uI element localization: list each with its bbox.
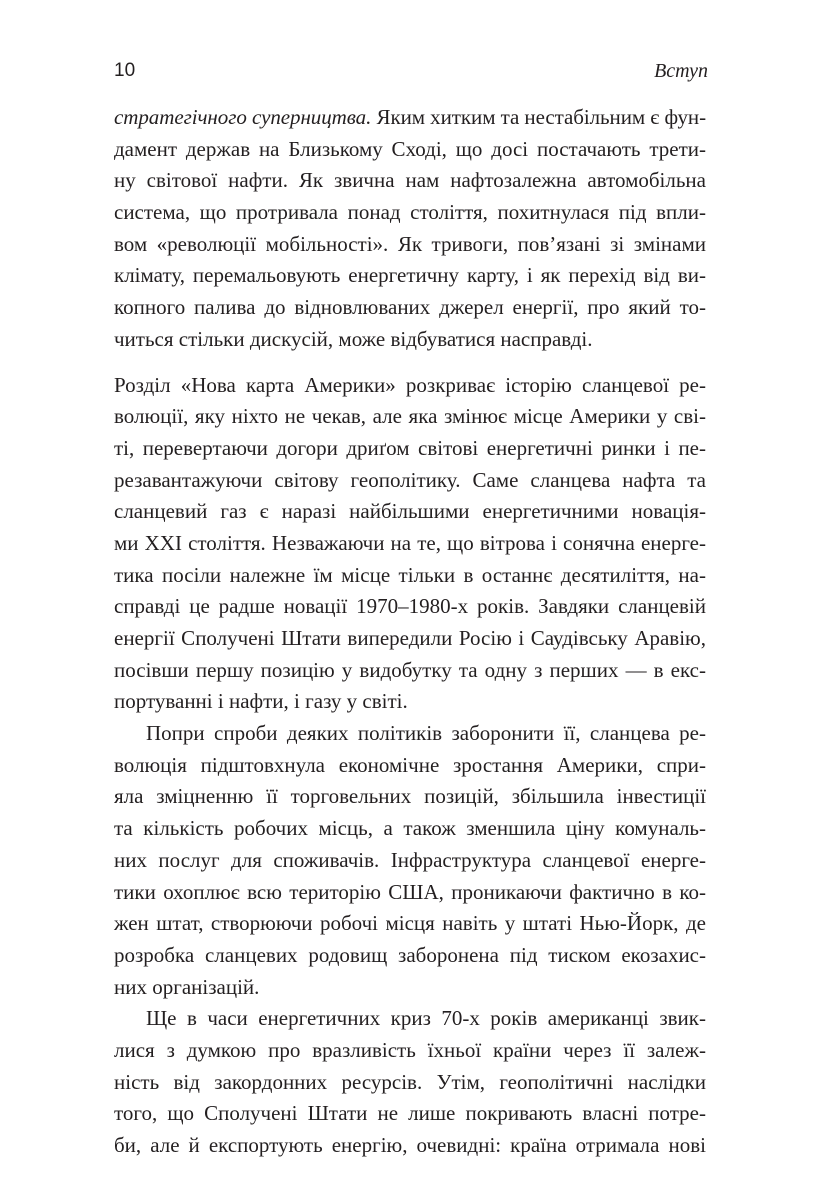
text-line: того, що Сполучені Штати не лише покривають власні потре- [114,1101,706,1126]
text-line: посівши першу позицію у видобутку та одну з перших — в екс- [114,657,706,682]
running-head: Вступ [654,60,708,82]
text-line: система, що протривала понад століття, похитнулася під впли- [114,200,706,225]
text-line: копного палива до відновлюваних джерел енергії, про який то- [114,295,706,320]
text-line: тики охоплює всю територію США, проникаючи фактично в ко- [114,879,706,904]
text-line: би, але й експортують енергію, очевидні: країна отримала нові [114,1133,706,1157]
text-line: справді це радше новації 1970–1980-х років. Завдяки сланцевій [114,594,706,619]
text-line: резавантажуючи світову геополітику. Саме сланцева нафта та [114,467,706,492]
paragraph [114,1003,706,1161]
text-line: волюція підштовхнула економічне зростання Америки, спри- [114,752,706,777]
paragraph [114,102,706,356]
text-line: ну світової нафти. Як звична нам нафтозалежна автомобільна [114,168,706,193]
italic-phrase: стратегічного суперництва. [114,105,372,129]
text-line: жен штат, створюючи робочі місця навіть у штаті Нью-Йорк, де [114,911,706,936]
text-line: Ще в часи енергетичних криз 70-х років американці звик- [146,1006,706,1031]
text-line: Попри спроби деяких політиків заборонити її, сланцева ре- [146,721,706,746]
text-line: тика посіли належне їм місце тільки в останнє десятиліття, на- [114,562,706,587]
text-line: розробка сланцевих родовищ заборонена під тиском екозахис- [114,942,706,967]
text-run: Яким хитким та нестабільним є фун- [371,105,706,129]
text-line: них послуг для споживачів. Інфраструктура сланцевої енерге- [114,847,706,872]
paragraph [114,370,706,719]
text-line: ність від закордонних ресурсів. Утім, геополітичні наслідки [114,1069,706,1094]
text-line: Розділ «Нова карта Америки» розкриває історію сланцевої ре- [114,372,706,397]
paragraph [114,718,706,1003]
body-text [114,102,706,1162]
text-line: клімату, перемальовують енергетичну карту, і як перехід від ви- [114,263,706,288]
text-line: та кількість робочих місць, а також зменшила ціну комуналь- [114,816,706,841]
text-line: ті, перевертаючи догори дриґом світові енергетичні ринки і пе- [114,435,706,460]
text-line: вом «революції мобільності». Як тривоги, пов’язані зі змінами [114,231,706,256]
text-line: портуванні і нафти, і газу у світі. [114,689,408,714]
text-line: них організацій. [114,974,260,999]
text-line: дамент держав на Близькому Сході, що досі постачають трети- [114,136,706,161]
text-line: лися з думкою про вразливість їхньої країни через її залеж- [114,1037,706,1062]
text-line: сланцевий газ є наразі найбільшими енергетичними новація- [114,499,706,524]
text-line: яла зміцненню її торговельних позицій, збільшила інвестиції [114,784,706,809]
text-line: волюції, яку ніхто не чекав, але яка змінює місце Америки у сві- [114,404,706,429]
text-line [114,102,706,134]
page-number: 10 [114,60,136,81]
text-line: енергії Сполучені Штати випередили Росію і Саудівську Аравію, [114,626,706,650]
text-line: читься стільки дискусій, може відбуватися насправді. [114,326,593,351]
text-line: ми XXI століття. Незважаючи на те, що вітрова і сонячна енерге- [114,530,706,555]
